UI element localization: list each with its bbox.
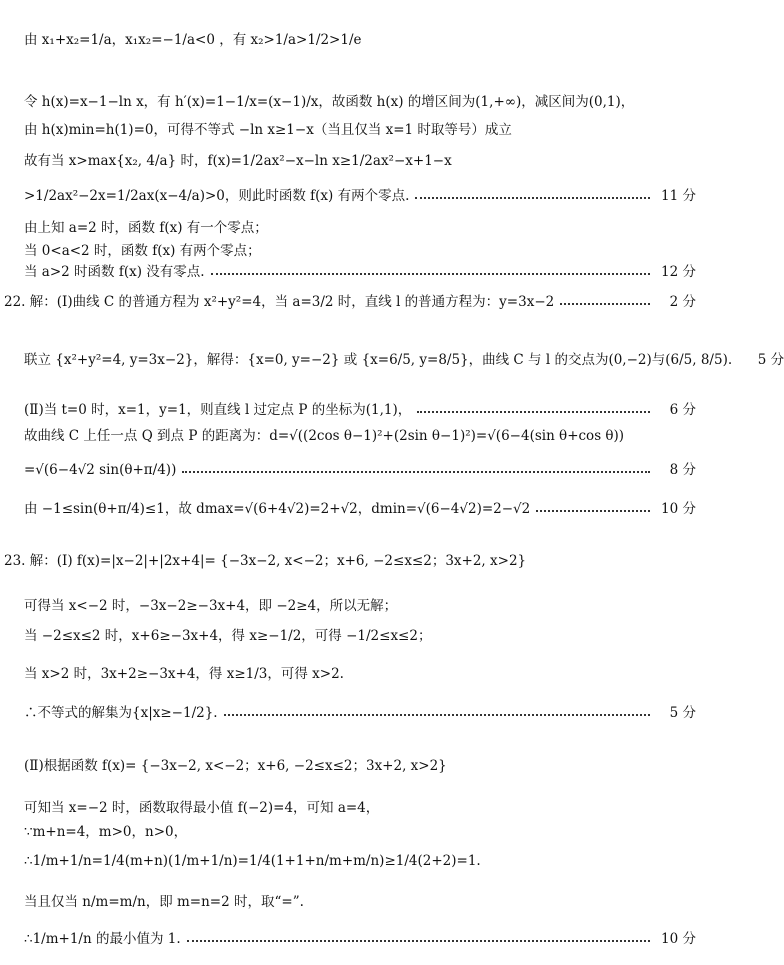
text-line (24, 31, 696, 49)
text-line (24, 242, 696, 260)
line-text: ∵m+n=4，m>0，n>0， (24, 824, 188, 840)
score-label: 8 分 (669, 462, 696, 478)
text-line (24, 427, 696, 445)
line-text: 当 0<a<2 时，函数 f(x) 有两个零点； (24, 243, 261, 259)
scored-line (24, 401, 696, 419)
score-label: 10 分 (661, 501, 696, 517)
dot-leader (187, 940, 650, 942)
text-line (24, 93, 696, 111)
line-text: 联立 {x²+y²=4, y=3x−2}，解得：{x=0, y=−2} 或 {x=6/5, y=8/5}，曲线 C 与 l 的交点为(0,−2)与(6/5, 8/5). (24, 352, 733, 368)
line-text: 当 x>2 时，3x+2≥−3x+4，得 x≥1/3，可得 x>2. (24, 666, 344, 682)
scored-line (24, 500, 696, 518)
scored-line (24, 930, 696, 948)
scored-line (24, 263, 696, 281)
text-line (24, 627, 696, 645)
line-text: 可得当 x<−2 时，−3x−2≥−3x+4，即 −2≥4，所以无解； (24, 598, 398, 614)
line-text: ∴不等式的解集为{x|x≥−1/2}. (24, 705, 218, 721)
line-text: 故曲线 C 上任一点 Q 到点 P 的距离为：d=√((2cos θ−1)²+(2sin θ−1)²)=√(6−4(sin θ+cos θ)) (24, 428, 625, 444)
scored-line (4, 293, 696, 311)
text-line (24, 757, 696, 775)
dot-leader (417, 411, 650, 413)
score-label: 11 分 (661, 188, 696, 204)
line-text: 令 h(x)=x−1−ln x，有 h′(x)=1−1/x=(x−1)/x，故函数 h(x) 的增区间为(1,+∞)，减区间为(0,1)， (24, 94, 635, 110)
text-line (24, 597, 696, 615)
score-label: 5 分 (757, 352, 784, 368)
text-line (24, 823, 696, 841)
dot-leader (536, 510, 650, 512)
score-label: 5 分 (669, 705, 696, 721)
dot-leader (560, 303, 650, 305)
line-text: 由上知 a=2 时，函数 f(x) 有一个零点； (24, 220, 268, 236)
line-text: 由 −1≤sin(θ+π/4)≤1，故 dmax=√(6+4√2)=2+√2，dmin=√(6−4√2)=2−√2 (24, 501, 531, 517)
dot-leader (211, 273, 650, 275)
dot-leader (224, 714, 650, 716)
score-label: 10 分 (661, 931, 696, 947)
scored-line (24, 461, 696, 479)
line-text: 23. 解：(Ⅰ) f(x)=|x−2|+|2x+4|= {−3x−2, x<−2；x+6, −2≤x≤2；3x+2, x>2} (4, 553, 527, 569)
scored-line (24, 187, 696, 205)
text-line (24, 219, 696, 237)
line-text: 故有当 x>max{x₂, 4/a} 时，f(x)=1/2ax²−x−ln x≥1/2ax²−x+1−x (24, 153, 452, 169)
line-text: 当 a>2 时函数 f(x) 没有零点. (24, 264, 205, 280)
scored-line (24, 704, 696, 722)
text-line (24, 152, 696, 170)
line-text: 由 h(x)min=h(1)=0，可得不等式 −ln x≥1−x（当且仅当 x=1 时取等号）成立 (24, 122, 512, 138)
line-text: (Ⅱ)根据函数 f(x)= {−3x−2, x<−2；x+6, −2≤x≤2；3x+2, x>2} (24, 758, 447, 774)
dot-leader (182, 471, 650, 473)
dot-leader (415, 197, 650, 199)
line-text: 当且仅当 n/m=m/n，即 m=n=2 时，取“=”. (24, 894, 304, 910)
text-line (4, 552, 696, 570)
line-text: 当 −2≤x≤2 时，x+6≥−3x+4，得 x≥−1/2，可得 −1/2≤x≤2； (24, 628, 432, 644)
line-text: 可知当 x=−2 时，函数取得最小值 f(−2)=4，可知 a=4， (24, 800, 380, 816)
score-label: 6 分 (669, 402, 696, 418)
text-line (24, 665, 696, 683)
text-line (24, 121, 696, 139)
line-text: ∴1/m+1/n=1/4(m+n)(1/m+1/n)=1/4(1+1+n/m+m/n)≥1/4(2+2)=1. (24, 853, 481, 869)
score-label: 2 分 (669, 294, 696, 310)
line-text: 22. 解：(Ⅰ)曲线 C 的普通方程为 x²+y²=4，当 a=3/2 时，直线 l 的普通方程为：y=3x−2 (4, 294, 555, 310)
text-line (24, 893, 696, 911)
text-line (24, 852, 696, 870)
line-text: >1/2ax²−2x=1/2ax(x−4/a)>0，则此时函数 f(x) 有两个零点. (24, 188, 410, 204)
line-text: 由 x₁+x₂=1/a，x₁x₂=−1/a<0 ，有 x₂>1/a>1/2>1/e (24, 32, 362, 48)
line-text: ∴1/m+1/n 的最小值为 1. (24, 931, 181, 947)
text-line (24, 799, 696, 817)
score-label: 12 分 (661, 264, 696, 280)
line-text: =√(6−4√2 sin(θ+π/4)) (24, 462, 177, 478)
line-text: (Ⅱ)当 t=0 时，x=1，y=1，则直线 l 过定点 P 的坐标为(1,1)， (24, 402, 412, 418)
scored-line (24, 351, 784, 369)
